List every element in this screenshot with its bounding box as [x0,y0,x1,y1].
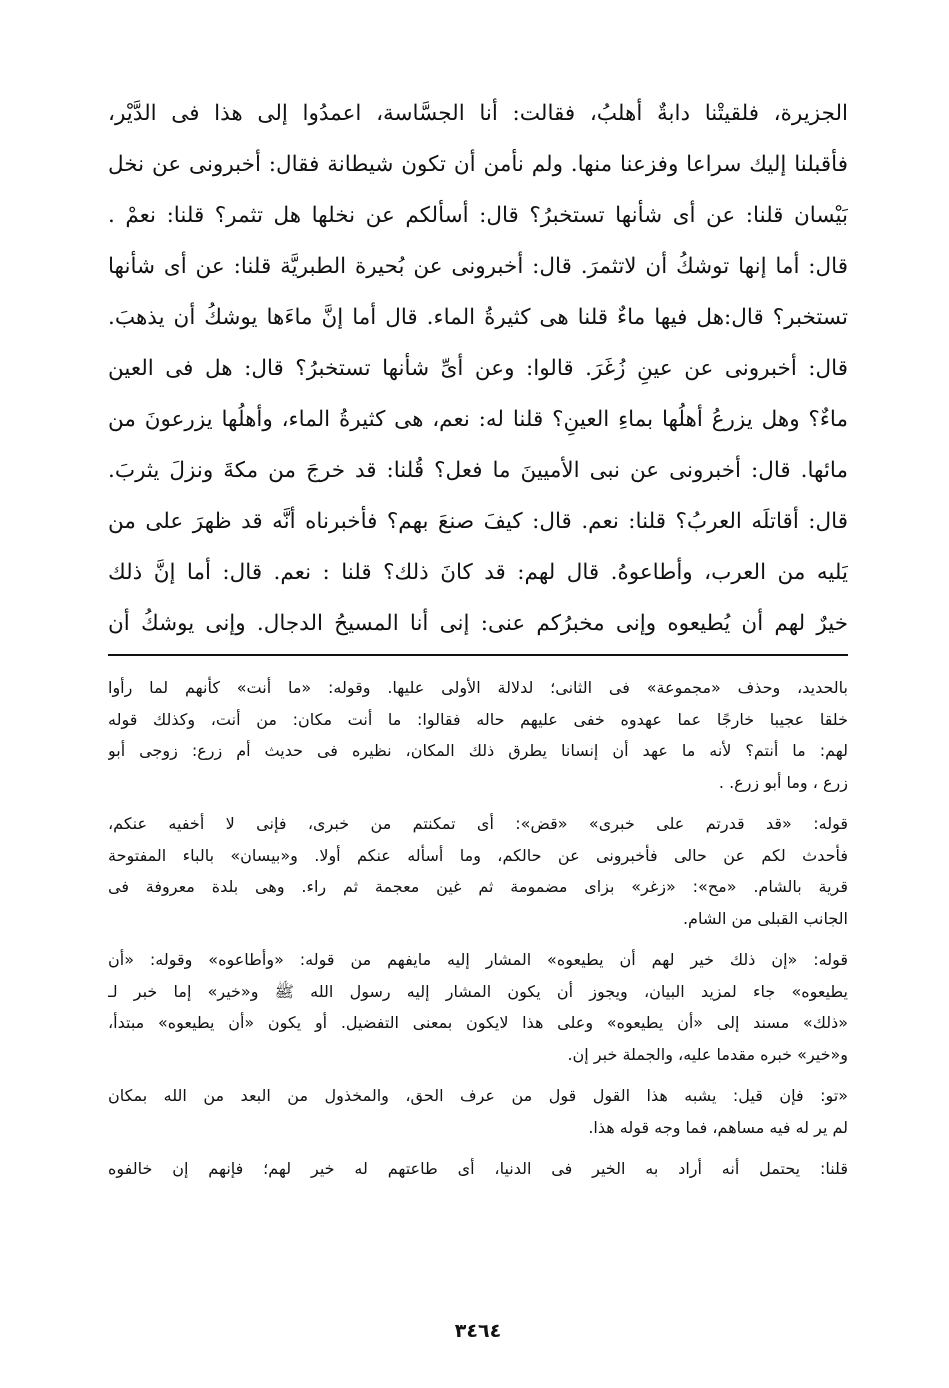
note-line: قرية بالشام. «مح»: «زغر» بزاى مضمومة ثم غين معجمة ثم راء. وهى بلدة معروفة فى [108,877,848,896]
note-paragraph [108,1153,848,1185]
note-line: بالحديد، وحذف «مجموعة» فى الثانى؛ لدلالة الأولى عليها. وقوله: «ما أنت» كأنهم لما رأوا [108,678,848,697]
note-line: «تو: فإن قيل: يشبه هذا القول قول من عرف الحق، والمخذول من البعد من الله بمكان [108,1086,848,1105]
main-line: يَليه من العرب، وأطاعوهُ. قال لهم: قد كانَ ذلك؟ قلنا : نعم. قال: أما إنَّ ذلك [108,560,848,585]
page [108,88,848,1368]
main-line: بَيْسان قلنا: عن أى شأنها تستخبرُ؟ قال: أسألكم عن نخلها هل تثمر؟ قلنا: نعمْ . [108,203,848,228]
main-line: تستخبر؟ قال:هل فيها ماءٌ قلنا هى كثيرةُ الماء. قال أما إنَّ ماءَها يوشكُ أن يذهبَ. [108,305,848,330]
main-text [108,88,848,649]
main-line: ماءٌ؟ وهل يزرعُ أهلُها بماءِ العينِ؟ قلنا له: نعم، هى كثيرةُ الماء، وأهلُها يزرعونَ من [108,407,848,432]
note-line: لم ير له فيه مساهم، فما وجه قوله هذا. [588,1117,848,1137]
commentary-notes [108,672,848,1195]
note-line: فأحدث لكم عن حالى فأخبرونى عن حالكم، وما أسأله عنكم أولا. و«بيسان» بالباء المفتوحة [108,845,848,865]
page-number: ٣٤٦٤ [454,1320,502,1342]
note-line: خلقا عجيبا خارجًا عما عهدوه خفى عليهم حاله فقالوا: ما أنت مكان: من أنت، وكذلك قوله [108,709,848,729]
note-line: و«خير» خبره مقدما عليه، والجملة خبر إن. [567,1044,848,1064]
main-line: قال: أما إنها توشكُ أن لاتثمرَ. قال: أخبرونى عن بُحيرة الطبريَّة قلنا: عن أى شأنها [108,254,848,279]
main-line: فأقبلنا إليك سراعا وفزعنا منها. ولم نأمن أن تكون شيطانة فقال: أخبرونى عن نخل [108,152,848,177]
main-line: الجزيرة، فلقيتْنا دابةٌ أهلبُ، فقالت: أنا الجسَّاسة، اعمدُوا إلى هذا فى الدَّيْر، [108,101,848,126]
note-line: لهم: ما أنتم؟ لأنه ما عهد أن إنسانا يطرق ذلك المكان، نظيره فى حديث أم زرع: زوجى أبو [108,741,848,760]
note-paragraph [108,808,848,934]
main-line: قال: أخبرونى عن عينِ زُغَرَ. قالوا: وعن أىِّ شأنها تستخبرُ؟ قال: هل فى العين [108,356,848,381]
note-line: «ذلك» مسند إلى «أن يطيعوه» وعلى هذا لايكون بمعنى التفضيل. أو يكون «أن يطيعوه» مبتدأ، [108,1013,848,1032]
note-line: الجانب القبلى من الشام. [682,908,848,928]
main-line: قال: أقاتلَه العربُ؟ قلنا: نعم. قال: كيفَ صنعَ بهم؟ فأخبرناه أنَّه قد ظهرَ على من [108,509,848,534]
footnote-divider [108,654,848,656]
note-paragraph [108,672,848,798]
note-paragraph [108,1080,848,1143]
note-line: قوله: «إن ذلك خير لهم أن يطيعوه» المشار إليه مايفهم من قوله: «وأطاعوه» وقوله: «أن [108,950,848,969]
main-line: خيرٌ لهم أن يُطيعوه وإنى مخبرُكم عنى: إنى أنا المسيحُ الدجال. وإنى يوشكُ أن [108,611,848,636]
note-line: يطيعوه» جاء لمزيد البيان، ويجوز أن يكون المشار إليه رسول الله ﷺ و«خير» إما خبر لـ [108,981,848,1001]
note-paragraph [108,944,848,1070]
note-line: قلنا: يحتمل أنه أراد به الخير فى الدنيا، أى طاعتهم له خير لهم؛ فإنهم إن خالفوه [108,1159,848,1178]
note-line: زرع ، وما أبو زرع. . [718,772,848,792]
main-line: مائها. قال: أخبرونى عن نبى الأميينَ ما فعل؟ قُلنا: قد خرجَ من مكةَ ونزلَ يثربَ. [108,458,848,483]
note-line: قوله: «قد قدرتم على خبرى» «قض»: أى تمكنتم من خبرى، فإنى لا أخفيه عنكم، [108,814,848,833]
